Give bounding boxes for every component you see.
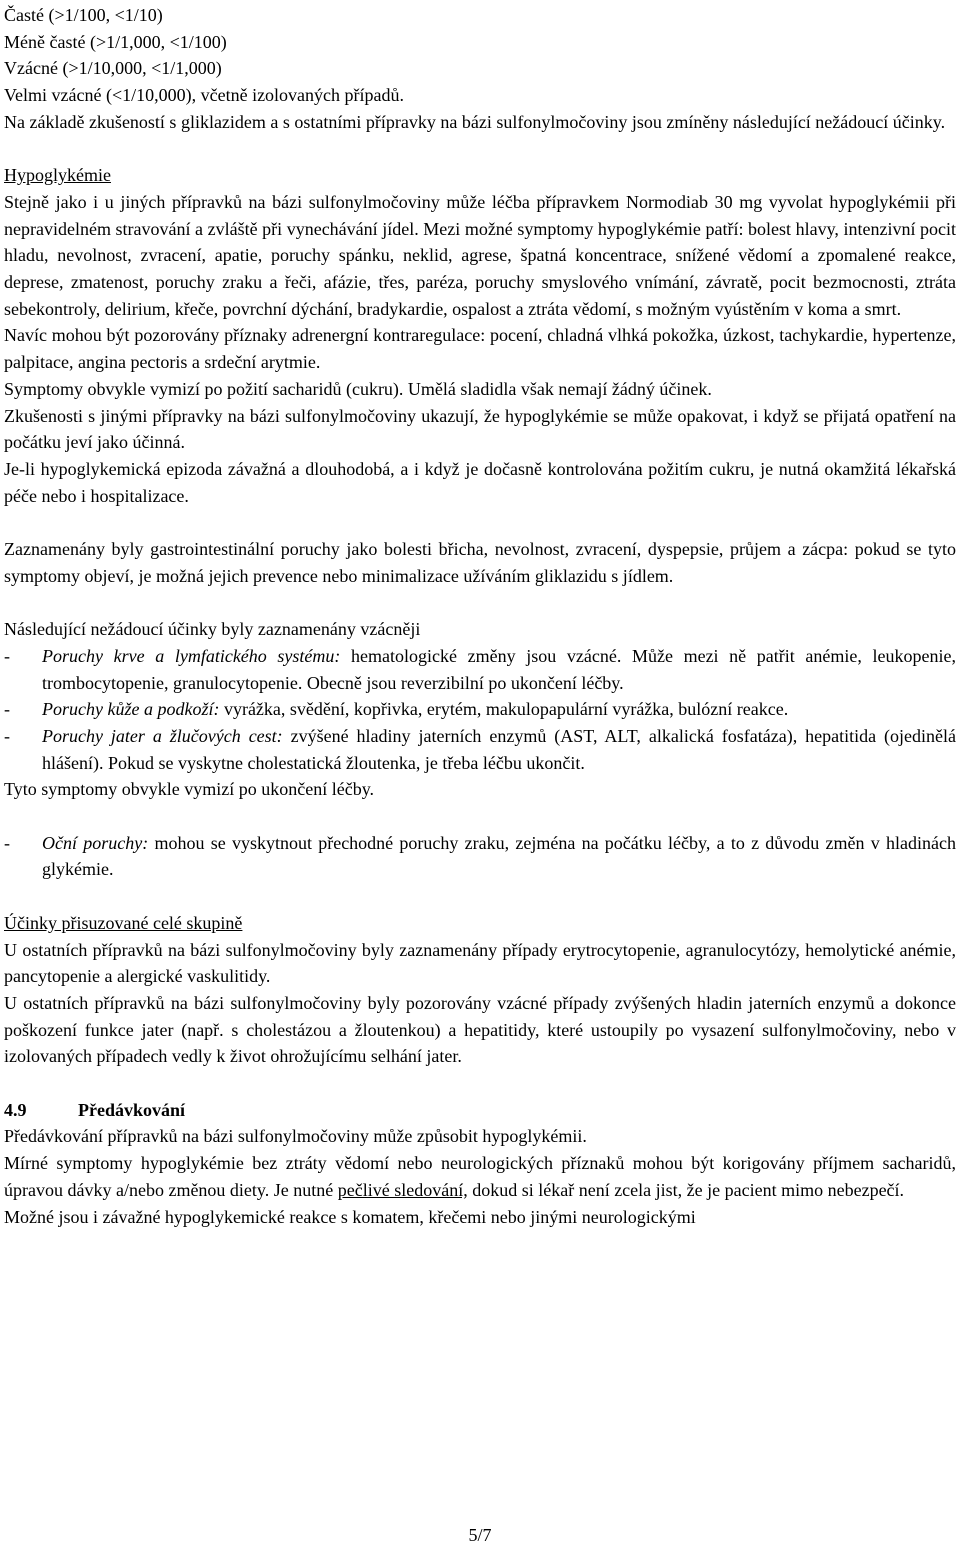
underlined-phrase: pečlivé sledování, [337, 1179, 468, 1200]
page-number: 5/7 [468, 1525, 492, 1545]
overdose-paragraph-3: Možné jsou i závažné hypoglykemické reakce s komatem, křečemi nebo jinými neurologickými [4, 1206, 696, 1227]
list-dash: - [4, 699, 10, 720]
hypoglycemia-paragraph-4: Zkušenosti s jinými přípravky na bázi sulfonylmočoviny ukazují, že hypoglykémie se může opakovat, i když se přijatá opatření na počátku jeví jako účinná. [4, 405, 956, 453]
rarer-effects-outro: Tyto symptomy obvykle vymizí po ukončení léčby. [4, 779, 375, 800]
section-heading [4, 1097, 956, 1124]
list-item [4, 723, 956, 776]
list-item-term: Poruchy kůže a podkoží: [42, 699, 220, 720]
overdose-paragraph-1: Předávkování přípravků na bázi sulfonylmočoviny může způsobit hypoglykémii. [4, 1126, 587, 1147]
overdose-paragraph-2 [4, 1150, 956, 1203]
hypoglycemia-heading: Hypoglykémie [4, 165, 111, 186]
list-item-text: mohou se vyskytnout přechodné poruchy zraku, zejména na počátku léčby, a to z důvodu změn v hladinách glykémie. [42, 832, 956, 880]
list-item [4, 643, 956, 696]
class-effects-paragraph-1: U ostatních přípravků na bázi sulfonylmočoviny byly zaznamenány případy erytrocytopenie, agranulocytózy, hemolytické anémie, pancytopenie a alergické vaskulitidy. [4, 939, 956, 987]
intro-paragraph: Na základě zkušeností s gliklazidem a s ostatními přípravky na bázi sulfonylmočoviny jsou zmíněny následující nežádoucí účinky. [4, 111, 946, 132]
frequency-very-rare: Velmi vzácné (<1/10,000), včetně izolovaných případů. [4, 85, 405, 106]
list-item-term: Poruchy krve a lymfatického systému: [42, 645, 341, 666]
document-page [4, 2, 956, 1230]
list-item-text: hematologické změny jsou vzácné. Může mezi ně patřit anémie, leukopenie, trombocytopenie, granulocytopenie. Obecně jsou reverzibilní po ukončení léčby. [42, 645, 956, 693]
rarer-effects-intro: Následující nežádoucí účinky byly zaznamenány vzácněji [4, 619, 421, 640]
section-title: Předávkování [78, 1099, 186, 1120]
overdose-text: dokud si lékař není zcela jist, že je pacient mimo nebezpečí. [467, 1179, 905, 1200]
hypoglycemia-paragraph-5: Je-li hypoglykemická epizoda závažná a dlouhodobá, a i když je dočasně kontrolována požitím cukru, je nutná okamžitá lékařská péče nebo i hospitalizace. [4, 458, 956, 506]
gi-paragraph: Zaznamenány byly gastrointestinální poruchy jako bolesti břicha, nevolnost, zvracení, dyspepsie, průjem a zácpa: pokud se tyto symptomy objeví, je možná jejich prevence nebo minimalizace užíváním gliklazidu s jídlem. [4, 539, 956, 586]
list-dash: - [4, 645, 10, 666]
section-number: 4.9 [4, 1099, 27, 1120]
list-item-term: Poruchy jater a žlučových cest: [42, 725, 283, 746]
hypoglycemia-paragraph-3: Symptomy obvykle vymizí po požití sacharidů (cukru). Umělá sladidla však nemají žádný účinek. [4, 378, 712, 399]
eye-disorders-item [4, 830, 956, 883]
class-effects-paragraph-2: U ostatních přípravků na bázi sulfonylmočoviny byly pozorovány vzácné případy zvýšených hladin jaterních enzymů a dokonce poškození funkce jater (např. s cholestázou a žloutenkou) a hepatitidy, které ustoupily po vysazení sulfonylmočoviny, nebo v izolovaných případech vedly k život ohrožujícímu selhání jater. [4, 992, 956, 1067]
overdose-text: Mírné symptomy hypoglykémie bez ztráty vědomí nebo neurologických příznaků mohou být korigovány příjmem sacharidů, úpravou dávky a/nebo změnou diety. Je nutné [4, 1153, 956, 1200]
list-item-term: Oční poruchy: [42, 832, 149, 853]
hypoglycemia-paragraph-2: Navíc mohou být pozorovány příznaky adrenergní kontraregulace: pocení, chladná vlhká pokožka, úzkost, tachykardie, hypertenze, palpitace, angina pectoris a srdeční arytmie. [4, 325, 956, 373]
list-item-text: vyrážka, svědění, kopřivka, erytém, makulopapulární vyrážka, bulózní reakce. [219, 699, 789, 720]
list-dash: - [4, 832, 10, 853]
list-dash: - [4, 725, 10, 746]
frequency-uncommon: Méně časté (>1/1,000, <1/100) [4, 31, 227, 52]
frequency-rare: Vzácné (>1/10,000, <1/1,000) [4, 58, 222, 79]
frequency-common: Časté (>1/100, <1/10) [4, 5, 163, 25]
list-item [4, 696, 956, 723]
hypoglycemia-paragraph-1: Stejně jako i u jiných přípravků na bázi sulfonylmočoviny může léčba přípravkem Normodiab 30 mg vyvolat hypoglykémii při nepravidelném stravování a zvláště při vynechávání jídel. Mezi možné symptomy hypoglykémie patří: bolest hlavy, intenzivní pocit hladu, nevolnost, zvracení, apatie, poruchy spánku, neklid, agrese, špatná koncentrace, snížené vědomí a zpomalené reakce, deprese, zmatenost, poruchy zraku a řeči, afázie, třes, paréza, poruchy smyslového vnímání, závratě, pocit bezmocnosti, ztráta sebekontroly, delirium, křeče, povrchní dýchání, bradykardie, ospalost a ztráta vědomí, s možným vyústěním v koma a smrt. [4, 191, 956, 319]
list-item-text: zvýšené hladiny jaterních enzymů (AST, ALT, alkalická fosfatáza), hepatitida (ojedinělá hlášení). Pokud se vyskytne cholestatická žloutenka, je třeba léčbu ukončit. [42, 725, 957, 773]
class-effects-heading: Účinky přisuzované celé skupině [4, 912, 243, 933]
